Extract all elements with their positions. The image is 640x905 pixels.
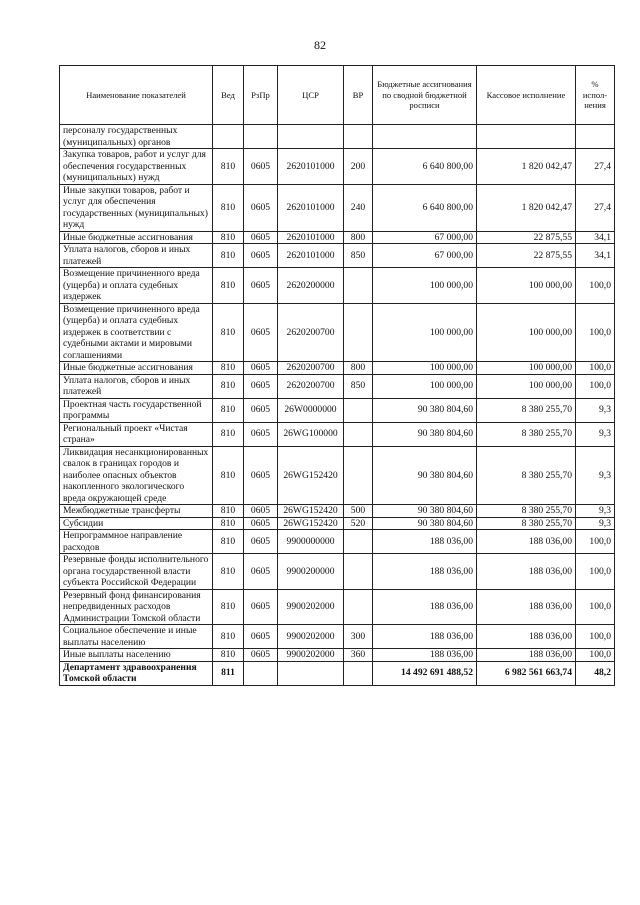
cell-csr: 9900200000	[278, 554, 344, 590]
table-row	[60, 244, 615, 268]
cell-rzpr: 0605	[244, 231, 278, 244]
cell-cash: 100 000,00	[477, 303, 576, 362]
cell-cash: 1 820 042,47	[477, 149, 576, 185]
budget-execution-table	[59, 65, 615, 686]
table-row	[60, 649, 615, 662]
cell-budget: 67 000,00	[373, 244, 477, 268]
cell-vr	[344, 125, 373, 149]
cell-cash: 8 380 255,70	[477, 422, 576, 446]
cell-vr: 360	[344, 649, 373, 662]
cell-vr: 850	[344, 244, 373, 268]
cell-cash: 22 875,55	[477, 231, 576, 244]
cell-pct: 100,0	[576, 589, 615, 625]
cell-budget: 100 000,00	[373, 362, 477, 375]
cell-csr: 2620200000	[278, 268, 344, 304]
cell-cash: 6 982 561 663,74	[477, 661, 576, 685]
cell-rzpr: 0605	[244, 422, 278, 446]
cell-name: Проектная часть государственной программы	[60, 398, 213, 422]
cell-cash: 100 000,00	[477, 268, 576, 304]
cell-vr: 500	[344, 505, 373, 518]
table-row	[60, 398, 615, 422]
cell-name: Иные выплаты населению	[60, 649, 213, 662]
table-row	[60, 362, 615, 375]
cell-pct	[576, 125, 615, 149]
table-row	[60, 554, 615, 590]
cell-pct: 100,0	[576, 362, 615, 375]
cell-ved: 810	[213, 268, 244, 304]
cell-budget: 90 380 804,60	[373, 422, 477, 446]
cell-ved: 810	[213, 362, 244, 375]
cell-rzpr: 0605	[244, 554, 278, 590]
table-row	[60, 149, 615, 185]
cell-name: Возмещение причиненного вреда (ущерба) и оплата судебных издержек в соответствии с судебными актами и мировыми соглашениями	[60, 303, 213, 362]
cell-csr: 2620200700	[278, 303, 344, 362]
cell-pct: 100,0	[576, 625, 615, 649]
header-budget: Бюджетные ассигнования по сводной бюджетной росписи	[373, 66, 477, 125]
header-csr: ЦСР	[278, 66, 344, 125]
cell-pct: 34,1	[576, 231, 615, 244]
cell-csr: 2620200700	[278, 374, 344, 398]
page-number: 82	[314, 38, 326, 52]
cell-pct: 48,2	[576, 661, 615, 685]
cell-vr	[344, 661, 373, 685]
cell-budget: 100 000,00	[373, 268, 477, 304]
table-row	[60, 446, 615, 505]
cell-ved	[213, 125, 244, 149]
cell-csr: 26WG100000	[278, 422, 344, 446]
cell-vr: 240	[344, 184, 373, 231]
cell-rzpr: 0605	[244, 362, 278, 375]
cell-rzpr: 0605	[244, 517, 278, 530]
cell-ved: 810	[213, 554, 244, 590]
table-row	[60, 303, 615, 362]
cell-csr: 9900000000	[278, 530, 344, 554]
cell-rzpr: 0605	[244, 303, 278, 362]
cell-name: Ликвидация несанкционированных свалок в границах городов и наиболее опасных объектов накопленного экологического вреда окружающей среде	[60, 446, 213, 505]
cell-pct: 100,0	[576, 649, 615, 662]
cell-name: Возмещение причиненного вреда (ущерба) и оплата судебных издержек	[60, 268, 213, 304]
cell-vr: 300	[344, 625, 373, 649]
cell-vr: 850	[344, 374, 373, 398]
cell-name: Межбюджетные трансферты	[60, 505, 213, 518]
cell-rzpr: 0605	[244, 184, 278, 231]
cell-rzpr: 0605	[244, 374, 278, 398]
cell-ved: 810	[213, 530, 244, 554]
cell-rzpr: 0605	[244, 505, 278, 518]
cell-budget: 188 036,00	[373, 649, 477, 662]
cell-budget: 6 640 800,00	[373, 149, 477, 185]
cell-vr	[344, 422, 373, 446]
cell-cash: 1 820 042,47	[477, 184, 576, 231]
cell-budget: 14 492 691 488,52	[373, 661, 477, 685]
cell-cash	[477, 125, 576, 149]
cell-budget: 90 380 804,60	[373, 398, 477, 422]
cell-ved: 810	[213, 374, 244, 398]
cell-name: Иные бюджетные ассигнования	[60, 231, 213, 244]
cell-budget: 90 380 804,60	[373, 505, 477, 518]
cell-csr: 26WG152420	[278, 505, 344, 518]
table-row	[60, 184, 615, 231]
cell-cash: 8 380 255,70	[477, 517, 576, 530]
cell-rzpr: 0605	[244, 398, 278, 422]
cell-budget: 100 000,00	[373, 303, 477, 362]
cell-csr: 2620101000	[278, 244, 344, 268]
cell-name: Непрограммное направление расходов	[60, 530, 213, 554]
cell-vr	[344, 268, 373, 304]
cell-cash: 22 875,55	[477, 244, 576, 268]
cell-rzpr: 0605	[244, 244, 278, 268]
cell-cash: 8 380 255,70	[477, 505, 576, 518]
cell-vr	[344, 589, 373, 625]
cell-budget: 188 036,00	[373, 589, 477, 625]
cell-pct: 100,0	[576, 530, 615, 554]
cell-ved: 810	[213, 231, 244, 244]
cell-cash: 188 036,00	[477, 625, 576, 649]
cell-pct: 9,3	[576, 517, 615, 530]
cell-ved: 810	[213, 589, 244, 625]
cell-name: персоналу государственных (муниципальных) органов	[60, 125, 213, 149]
cell-name: Закупка товаров, работ и услуг для обеспечения государственных (муниципальных) нужд	[60, 149, 213, 185]
cell-budget: 6 640 800,00	[373, 184, 477, 231]
cell-name: Субсидии	[60, 517, 213, 530]
cell-cash: 100 000,00	[477, 374, 576, 398]
cell-name: Иные бюджетные ассигнования	[60, 362, 213, 375]
cell-pct: 9,3	[576, 422, 615, 446]
cell-rzpr: 0605	[244, 625, 278, 649]
header-pct: % испол-нения	[576, 66, 615, 125]
cell-rzpr	[244, 125, 278, 149]
cell-csr: 26WG152420	[278, 446, 344, 505]
table-row	[60, 505, 615, 518]
cell-cash: 188 036,00	[477, 530, 576, 554]
cell-ved: 810	[213, 649, 244, 662]
cell-rzpr	[244, 661, 278, 685]
cell-cash: 188 036,00	[477, 554, 576, 590]
table-row	[60, 530, 615, 554]
cell-csr: 9900202000	[278, 625, 344, 649]
cell-pct: 27,4	[576, 184, 615, 231]
cell-csr	[278, 125, 344, 149]
cell-rzpr: 0605	[244, 530, 278, 554]
cell-ved: 810	[213, 184, 244, 231]
table-row	[60, 661, 615, 685]
cell-csr: 9900202000	[278, 649, 344, 662]
cell-cash: 8 380 255,70	[477, 398, 576, 422]
cell-rzpr: 0605	[244, 649, 278, 662]
cell-vr: 800	[344, 231, 373, 244]
cell-ved: 810	[213, 422, 244, 446]
header-name: Наименование показателей	[60, 66, 213, 125]
cell-name: Иные закупки товаров, работ и услуг для обеспечения государственных (муниципальных) нужд	[60, 184, 213, 231]
table-row	[60, 231, 615, 244]
table-header-row	[60, 66, 615, 125]
cell-cash: 188 036,00	[477, 589, 576, 625]
cell-vr	[344, 530, 373, 554]
cell-name: Уплата налогов, сборов и иных платежей	[60, 244, 213, 268]
cell-vr: 520	[344, 517, 373, 530]
cell-budget: 90 380 804,60	[373, 517, 477, 530]
cell-pct: 100,0	[576, 374, 615, 398]
table-row	[60, 125, 615, 149]
cell-pct: 100,0	[576, 303, 615, 362]
cell-vr	[344, 446, 373, 505]
cell-pct: 9,3	[576, 505, 615, 518]
header-rzpr: РзПр	[244, 66, 278, 125]
cell-name: Департамент здравоохранения Томской области	[60, 661, 213, 685]
cell-name: Резервные фонды исполнительного органа государственной власти субъекта Российской Федерации	[60, 554, 213, 590]
cell-ved: 810	[213, 149, 244, 185]
cell-csr: 9900202000	[278, 589, 344, 625]
cell-pct: 9,3	[576, 398, 615, 422]
cell-vr	[344, 303, 373, 362]
cell-vr	[344, 554, 373, 590]
cell-ved: 810	[213, 625, 244, 649]
cell-name: Резервный фонд финансирования непредвиденных расходов Администрации Томской области	[60, 589, 213, 625]
cell-name: Уплата налогов, сборов и иных платежей	[60, 374, 213, 398]
cell-ved: 810	[213, 244, 244, 268]
cell-ved: 810	[213, 505, 244, 518]
cell-budget: 188 036,00	[373, 554, 477, 590]
cell-csr: 2620101000	[278, 184, 344, 231]
cell-cash: 100 000,00	[477, 362, 576, 375]
cell-rzpr: 0605	[244, 446, 278, 505]
table-row	[60, 517, 615, 530]
table-row	[60, 268, 615, 304]
table-row	[60, 422, 615, 446]
cell-name: Региональный проект «Чистая страна»	[60, 422, 213, 446]
header-cash: Кассовое исполнение	[477, 66, 576, 125]
cell-budget: 90 380 804,60	[373, 446, 477, 505]
header-vr: ВР	[344, 66, 373, 125]
cell-ved: 810	[213, 303, 244, 362]
cell-csr: 26W0000000	[278, 398, 344, 422]
cell-ved: 810	[213, 517, 244, 530]
cell-rzpr: 0605	[244, 589, 278, 625]
table-body	[60, 125, 615, 686]
cell-pct: 100,0	[576, 554, 615, 590]
header-ved: Вед	[213, 66, 244, 125]
cell-csr: 2620101000	[278, 149, 344, 185]
cell-pct: 27,4	[576, 149, 615, 185]
cell-budget: 100 000,00	[373, 374, 477, 398]
cell-budget: 67 000,00	[373, 231, 477, 244]
table-row	[60, 374, 615, 398]
cell-csr: 2620101000	[278, 231, 344, 244]
cell-cash: 188 036,00	[477, 649, 576, 662]
table-row	[60, 589, 615, 625]
cell-vr: 200	[344, 149, 373, 185]
cell-csr	[278, 661, 344, 685]
cell-pct: 100,0	[576, 268, 615, 304]
cell-pct: 34,1	[576, 244, 615, 268]
cell-csr: 2620200700	[278, 362, 344, 375]
cell-budget	[373, 125, 477, 149]
cell-vr	[344, 398, 373, 422]
cell-budget: 188 036,00	[373, 530, 477, 554]
cell-ved: 810	[213, 446, 244, 505]
table-row	[60, 625, 615, 649]
cell-csr: 26WG152420	[278, 517, 344, 530]
cell-rzpr: 0605	[244, 149, 278, 185]
cell-budget: 188 036,00	[373, 625, 477, 649]
cell-rzpr: 0605	[244, 268, 278, 304]
cell-cash: 8 380 255,70	[477, 446, 576, 505]
cell-ved: 811	[213, 661, 244, 685]
cell-vr: 800	[344, 362, 373, 375]
cell-ved: 810	[213, 398, 244, 422]
cell-pct: 9,3	[576, 446, 615, 505]
cell-name: Социальное обеспечение и иные выплаты населению	[60, 625, 213, 649]
